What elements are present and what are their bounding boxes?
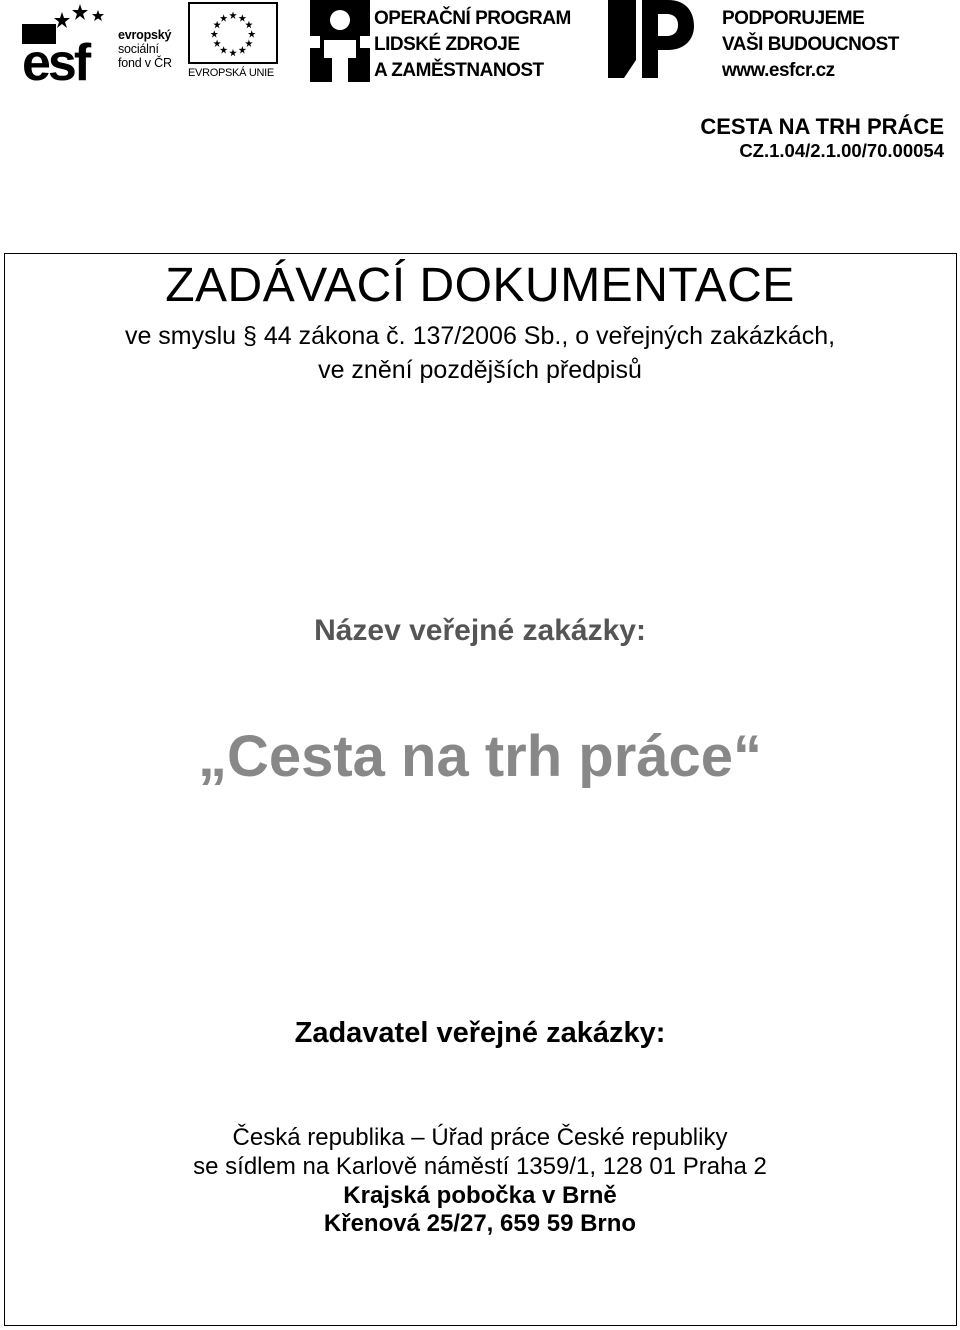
op-figure-icon xyxy=(310,0,370,82)
support-line-1: PODPORUJEME xyxy=(722,8,865,29)
esf-word-3: fond v ČR xyxy=(118,56,172,70)
address-line-2: se sídlem na Karlově náměstí 1359/1, 128 01 Praha 2 xyxy=(193,1153,767,1180)
esf-words xyxy=(118,28,172,70)
op-text xyxy=(374,6,571,84)
op-line-1: OPERAČNÍ PROGRAM xyxy=(374,8,571,29)
address-line-1: Česká republika – Úřad práce České republiky xyxy=(232,1124,728,1151)
address-line-3: Krajská pobočka v Brně xyxy=(343,1182,617,1209)
contract-name: „Cesta na trh práce“ xyxy=(197,724,763,789)
support-logo xyxy=(608,0,908,84)
document-subtitle-line-1: ve smyslu § 44 zákona č. 137/2006 Sb., o veřejných zakázkách, xyxy=(124,322,836,350)
support-url: www.esfcr.cz xyxy=(722,60,835,81)
support-text xyxy=(722,6,899,84)
contracting-authority-label: Zadavatel veřejné zakázky: xyxy=(294,1017,666,1049)
svg-text:esf: esf xyxy=(22,34,89,82)
address-line-4: Křenová 25/27, 659 59 Brno xyxy=(323,1210,637,1237)
support-line-2: VAŠI BUDOUCNOST xyxy=(722,34,899,55)
esf-word-2: sociální xyxy=(118,42,159,56)
esf-logo xyxy=(22,2,182,82)
support-mark-icon xyxy=(608,0,694,80)
op-logo xyxy=(310,0,590,84)
eu-logo xyxy=(188,2,282,82)
document-title: ZADÁVACÍ DOKUMENTACE xyxy=(165,259,795,312)
project-header xyxy=(700,113,944,162)
document-subtitle-line-2: ve znění pozdějších předpisů xyxy=(318,356,642,384)
eu-flag-icon xyxy=(188,2,278,64)
project-name: CESTA NA TRH PRÁCE xyxy=(700,114,944,139)
logo-strip xyxy=(0,0,960,90)
project-code: CZ.1.04/2.1.00/70.00054 xyxy=(739,140,944,161)
esf-word-1: evropský xyxy=(118,28,172,42)
op-line-2: LIDSKÉ ZDROJE xyxy=(374,34,520,55)
contract-name-label: Název veřejné zakázky: xyxy=(314,614,646,647)
eu-caption: EVROPSKÁ UNIE xyxy=(188,67,274,79)
op-line-3: A ZAMĚSTNANOST xyxy=(374,60,544,81)
esf-mark-icon xyxy=(22,2,114,82)
